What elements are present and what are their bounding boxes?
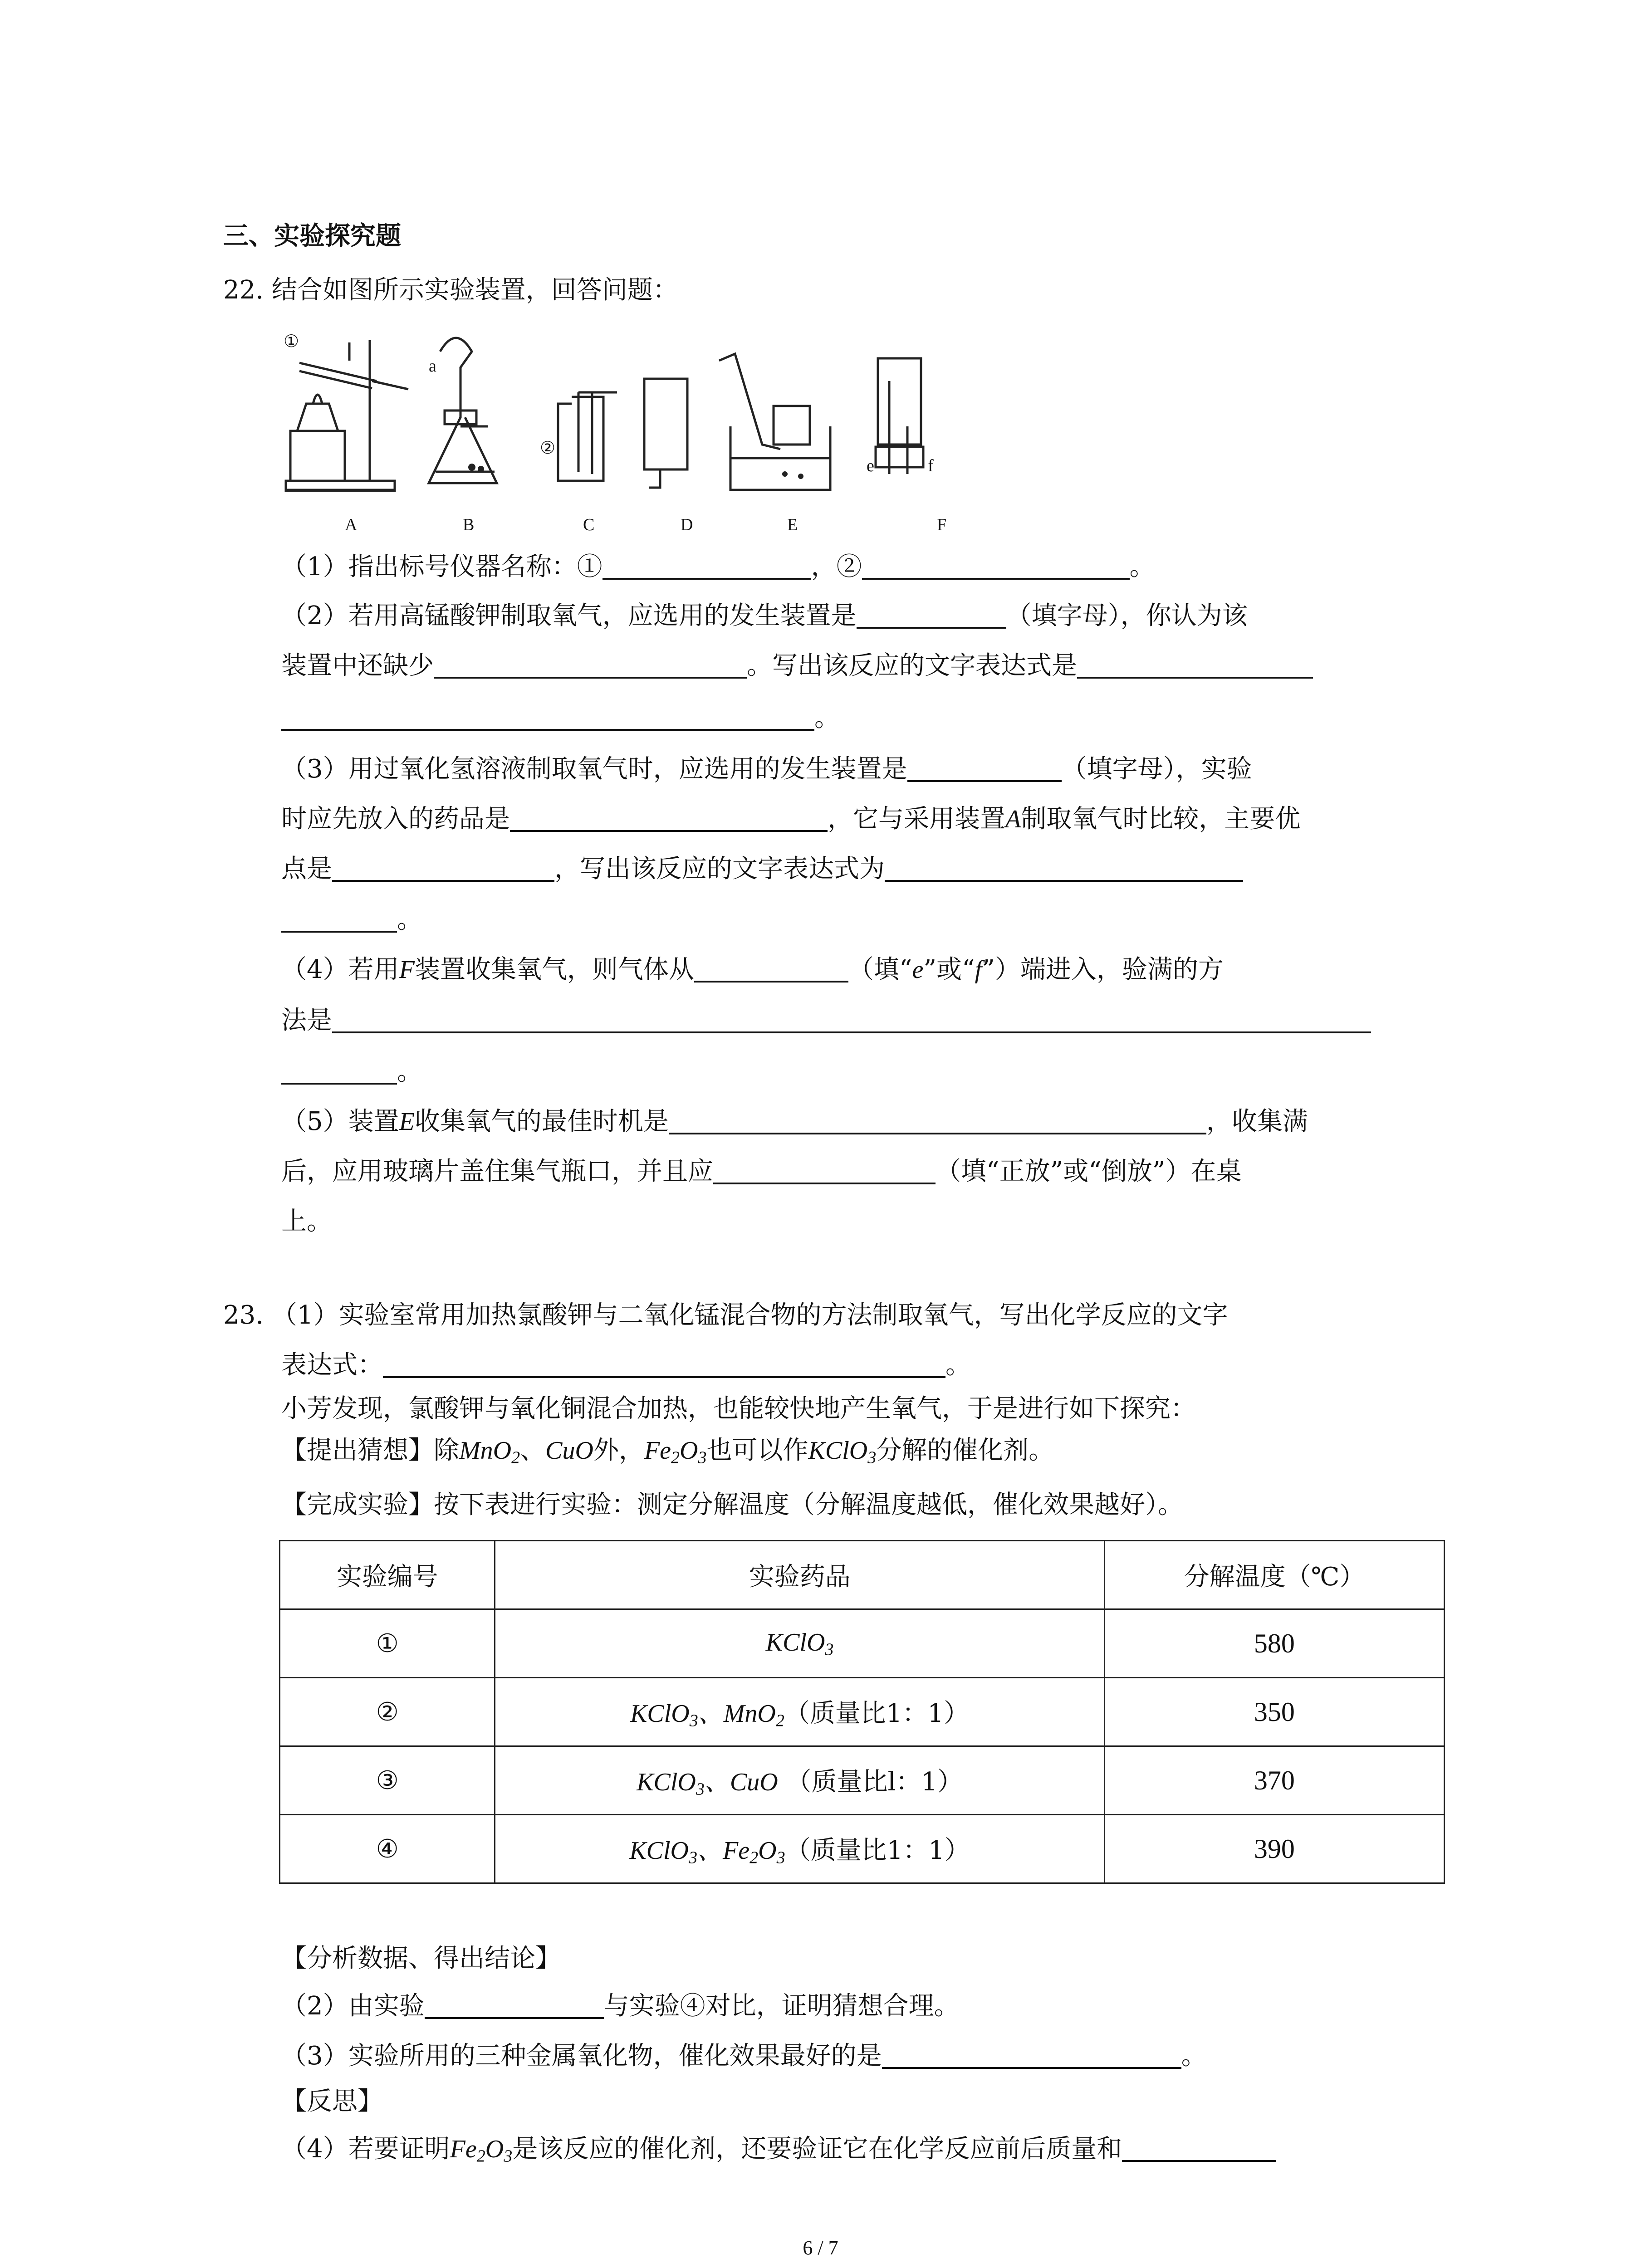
answer-blank-2[interactable] — [862, 554, 1130, 580]
q22-p2-l1a: （2）若用高锰酸钾制取氧气，应选用的发生装置是 — [281, 601, 857, 631]
q22-p4-l1f: ”或“ — [923, 955, 975, 984]
table-cell-drug: KClO$_3$、CuO （质量比l：1） — [495, 1746, 1104, 1815]
table-header-row — [280, 1541, 1445, 1609]
answer-blank-17[interactable] — [1122, 2136, 1276, 2162]
q22-p2-l3: 。 — [814, 703, 840, 733]
table-header: 实验编号 — [280, 1541, 495, 1609]
q22-p3-device-a: A — [1005, 805, 1021, 833]
answer-blank-8[interactable] — [332, 856, 554, 882]
q22-p4-l3: 。 — [397, 1057, 422, 1086]
answer-blank-13[interactable] — [713, 1159, 936, 1184]
formula-cuo: CuO — [545, 1437, 593, 1465]
q22-part5-line2 — [281, 1159, 1242, 1184]
q22-p3-l3a: 点是 — [281, 854, 332, 884]
table-cell-id: ② — [280, 1678, 495, 1746]
table-cell-drug: KClO$_3$、$Fe_2O_3$（质量比1：1） — [495, 1815, 1104, 1883]
answer-blank-9b[interactable] — [281, 907, 397, 933]
answer-blank-11b[interactable] — [281, 1059, 397, 1085]
table-cell-id: ③ — [280, 1746, 495, 1815]
q22-p5-l1c: 收集氧气的最佳时机是 — [414, 1107, 669, 1136]
apparatus-figure — [272, 318, 1021, 553]
q23-experiment-intro: 【完成实验】按下表进行实验：测定分解温度（分解温度越低，催化效果越好）。 — [281, 1490, 1183, 1520]
callout-a: a — [429, 357, 436, 376]
table-header: 分解温度（℃） — [1104, 1541, 1444, 1609]
q22-p4-l2: 法是 — [281, 1006, 332, 1035]
apparatus-drawing — [272, 318, 1021, 517]
q22-p4-l1h: ”）端进入，验满的方 — [982, 955, 1224, 984]
table-header: 实验药品 — [495, 1541, 1104, 1609]
q23-reflect-title: 【反思】 — [281, 2087, 383, 2116]
q22-part4-line3 — [281, 1059, 422, 1085]
table-cell-temp: 350 — [1104, 1678, 1444, 1746]
q22-p2-l1b: （填字母），你认为该 — [1006, 601, 1248, 631]
q22-p5-l1a: （5）装置 — [281, 1107, 399, 1136]
formula-fe2o3: $Fe_2O_3$ — [644, 1437, 707, 1467]
table-cell-drug: KClO$_3$、MnO$_2$（质量比1：1） — [495, 1678, 1104, 1746]
experiment-table — [279, 1540, 1445, 1884]
callout-f: f — [928, 456, 934, 475]
q22-p3-l3b: ，写出该反应的文字表达式为 — [554, 854, 885, 884]
figure-label-f: F — [937, 515, 947, 534]
q22-part3-line3 — [281, 856, 1243, 882]
table-cell-id: ① — [280, 1609, 495, 1678]
answer-blank-1[interactable] — [603, 554, 811, 580]
q22-part1 — [281, 554, 1155, 580]
q22-p1-end: 。 — [1129, 552, 1155, 582]
q22-part2-line2 — [281, 653, 1313, 679]
q22-p5-l1d: ，收集满 — [1206, 1107, 1308, 1136]
q23-l4b: 、 — [520, 1436, 546, 1465]
q22-p5-l2b: （填“正放”或“倒放”）在桌 — [936, 1157, 1242, 1186]
figure-label-d: D — [681, 515, 693, 534]
answer-blank-16[interactable] — [882, 2043, 1181, 2069]
q22-p2-l2b: 。写出该反应的文字表达式是 — [747, 651, 1077, 680]
q23-l4e: 分解的催化剂。 — [876, 1436, 1054, 1465]
answer-blank-10[interactable] — [694, 957, 848, 982]
q22-part2-line1 — [281, 603, 1248, 629]
q23-part2 — [281, 1991, 960, 2021]
q22-part4-line1 — [281, 957, 1224, 982]
callout-2: ② — [540, 439, 556, 458]
table-cell-temp: 390 — [1104, 1815, 1444, 1883]
q22-p4-device-f: F — [399, 956, 415, 984]
q22-p4-l1a: （4）若用 — [281, 955, 399, 984]
q23-p4b: 是该反应的催化剂，还要验证它在化学反应前后质量和 — [512, 2134, 1122, 2164]
q22-p3-l2b: ，它与采用装置 — [828, 804, 1005, 834]
q23-l4a: 【提出猜想】除 — [281, 1436, 459, 1465]
answer-blank-5a[interactable] — [1077, 653, 1313, 679]
q22-p4-l1c: 装置收集氧气，则气体从 — [414, 955, 694, 984]
q23-part3 — [281, 2043, 1207, 2069]
page-number: 6 / 7 — [803, 2237, 838, 2259]
q22-p4-l1d: （填“ — [848, 955, 912, 984]
q22-p3-l4: 。 — [397, 905, 422, 934]
q23-l4d: 也可以作 — [706, 1436, 808, 1465]
q22-part5-line1 — [281, 1109, 1308, 1134]
q23-p4a: （4）若要证明 — [281, 2134, 450, 2164]
figure-label-a: A — [345, 515, 358, 534]
table-cell-temp: 580 — [1104, 1609, 1444, 1678]
q23-part4 — [281, 2136, 1276, 2165]
q22-p5-l2a: 后，应用玻璃片盖住集气瓶口，并且应 — [281, 1157, 713, 1186]
answer-blank-6[interactable] — [907, 757, 1062, 782]
q22-p4-f: f — [975, 956, 982, 984]
formula-kclo3: KClO$_3$ — [808, 1437, 877, 1467]
q22-part3-line4 — [281, 907, 422, 933]
q22-p4-e: e — [912, 956, 924, 984]
table-cell-drug: KClO$_3$ — [495, 1609, 1104, 1678]
q22-p1-mid: ，② — [811, 552, 862, 582]
answer-blank-12[interactable] — [669, 1109, 1206, 1134]
q23-p2b: 与实验④对比，证明猜想合理。 — [603, 1991, 960, 2021]
answer-blank-5b[interactable] — [281, 705, 814, 731]
section-title: 三、实验探究题 — [223, 221, 401, 251]
answer-blank-7[interactable] — [510, 807, 828, 832]
table-row — [280, 1815, 1445, 1883]
q22-p5-device-e: E — [399, 1108, 415, 1136]
q23-l4c: 外， — [593, 1436, 644, 1465]
q22-stem: 22. 结合如图所示实验装置，回答问题： — [223, 275, 678, 305]
q22-part2-line3 — [281, 705, 840, 731]
answer-blank-14[interactable] — [383, 1353, 945, 1378]
q22-p3-l1a: （3）用过氧化氢溶液制取氧气时，应选用的发生装置是 — [281, 754, 907, 784]
q23-p3b: 。 — [1181, 2041, 1207, 2071]
answer-blank-3[interactable] — [857, 603, 1006, 629]
callout-e: e — [867, 456, 874, 475]
table-row — [280, 1678, 1445, 1746]
q23-p2a: （2）由实验 — [281, 1991, 425, 2021]
q22-p2-l2a: 装置中还缺少 — [281, 651, 434, 680]
q22-p3-l1b: （填字母），实验 — [1061, 754, 1252, 784]
q22-p3-l2d: 制取氧气时比较，主要优 — [1021, 804, 1301, 834]
q23-l2b: 。 — [945, 1350, 971, 1380]
formula-fe2o3-2: $Fe_2O_3$ — [450, 2135, 513, 2166]
q23-p3a: （3）实验所用的三种金属氧化物，催化效果最好的是 — [281, 2041, 882, 2071]
q23-line1: 23. （1）实验室常用加热氯酸钾与二氧化锰混合物的方法制取氧气，写出化学反应的文字 — [223, 1300, 1228, 1330]
q23-hypothesis — [281, 1438, 1054, 1466]
q22-part3-line2 — [281, 804, 1301, 834]
figure-label-e: E — [787, 515, 798, 534]
table-cell-id: ④ — [280, 1815, 495, 1883]
q23-line3: 小芳发现，氯酸钾与氧化铜混合加热，也能较快地产生氧气，于是进行如下探究： — [281, 1394, 1196, 1423]
answer-blank-9a[interactable] — [885, 856, 1243, 882]
q22-part3-line1 — [281, 754, 1252, 784]
q22-part4-line2 — [281, 1008, 1371, 1033]
q23-l2a: 表达式： — [281, 1350, 383, 1380]
callout-1: ① — [284, 332, 299, 351]
table-row — [280, 1609, 1445, 1678]
table-row — [280, 1746, 1445, 1815]
q23-line2 — [281, 1350, 971, 1380]
figure-label-b: B — [463, 515, 475, 534]
answer-blank-15[interactable] — [425, 1994, 604, 2019]
formula-mno2: MnO$_2$ — [459, 1437, 520, 1467]
answer-blank-11a[interactable] — [332, 1008, 1371, 1033]
q22-part5-line3: 上。 — [281, 1207, 332, 1236]
q22-p1-prefix: （1）指出标号仪器名称：① — [281, 552, 603, 582]
answer-blank-4[interactable] — [434, 653, 747, 679]
table-cell-temp: 370 — [1104, 1746, 1444, 1815]
figure-label-c: C — [583, 515, 595, 534]
q22-p3-l2a: 时应先放入的药品是 — [281, 804, 510, 834]
q23-analysis-title: 【分析数据、得出结论】 — [281, 1944, 561, 1973]
